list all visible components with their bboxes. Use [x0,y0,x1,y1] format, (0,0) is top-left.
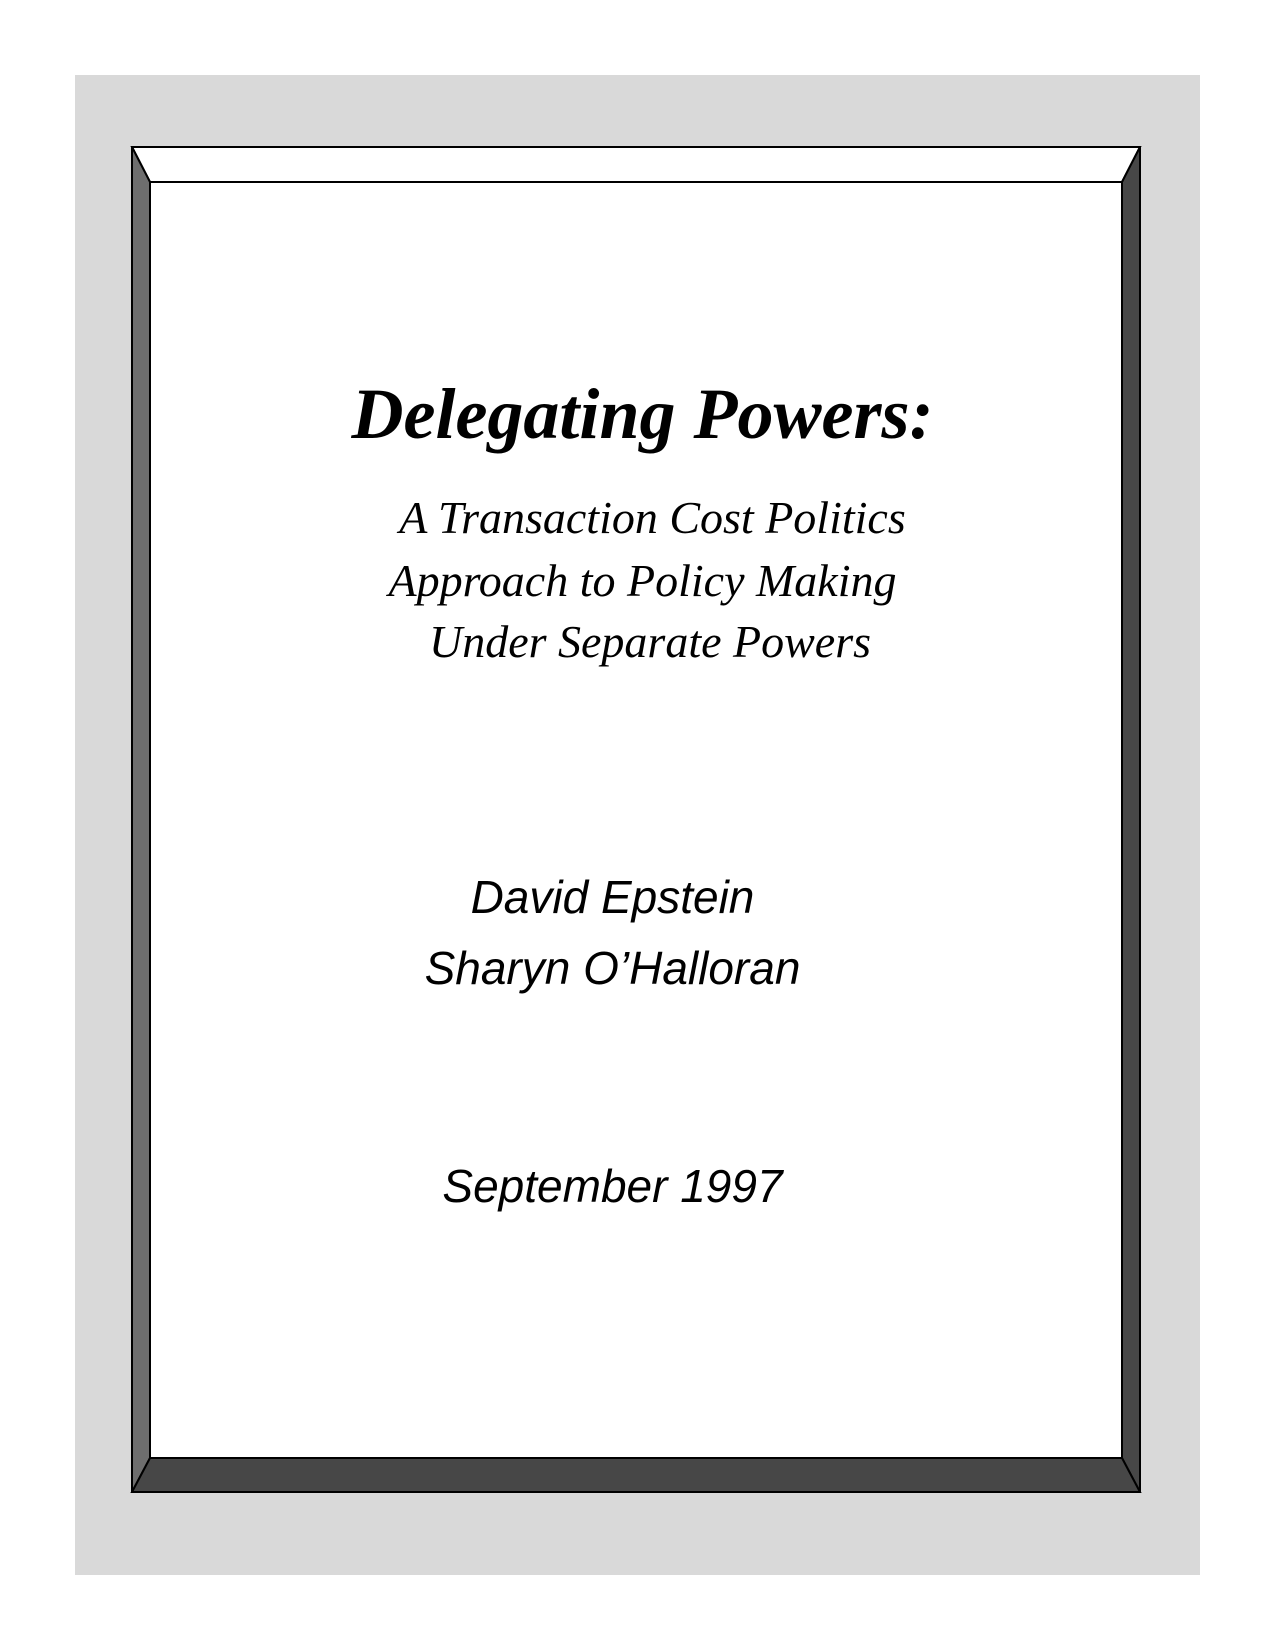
subtitle-line-2: Approach to Policy Making [388,555,897,606]
author-name-2: Sharyn O’Halloran [424,942,801,994]
subtitle-line-3: Under Separate Powers [428,616,872,667]
publication-date: September 1997 [442,1160,783,1212]
frame-left-bevel [132,147,150,1492]
document-title: Delegating Powers: [351,374,934,454]
frame-right-bevel [1122,147,1140,1492]
author-name-1: David Epstein [470,871,755,923]
frame-top-bevel [132,147,1140,182]
subtitle-line-1: A Transaction Cost Politics [399,492,906,543]
frame-bottom-bevel [132,1458,1140,1492]
